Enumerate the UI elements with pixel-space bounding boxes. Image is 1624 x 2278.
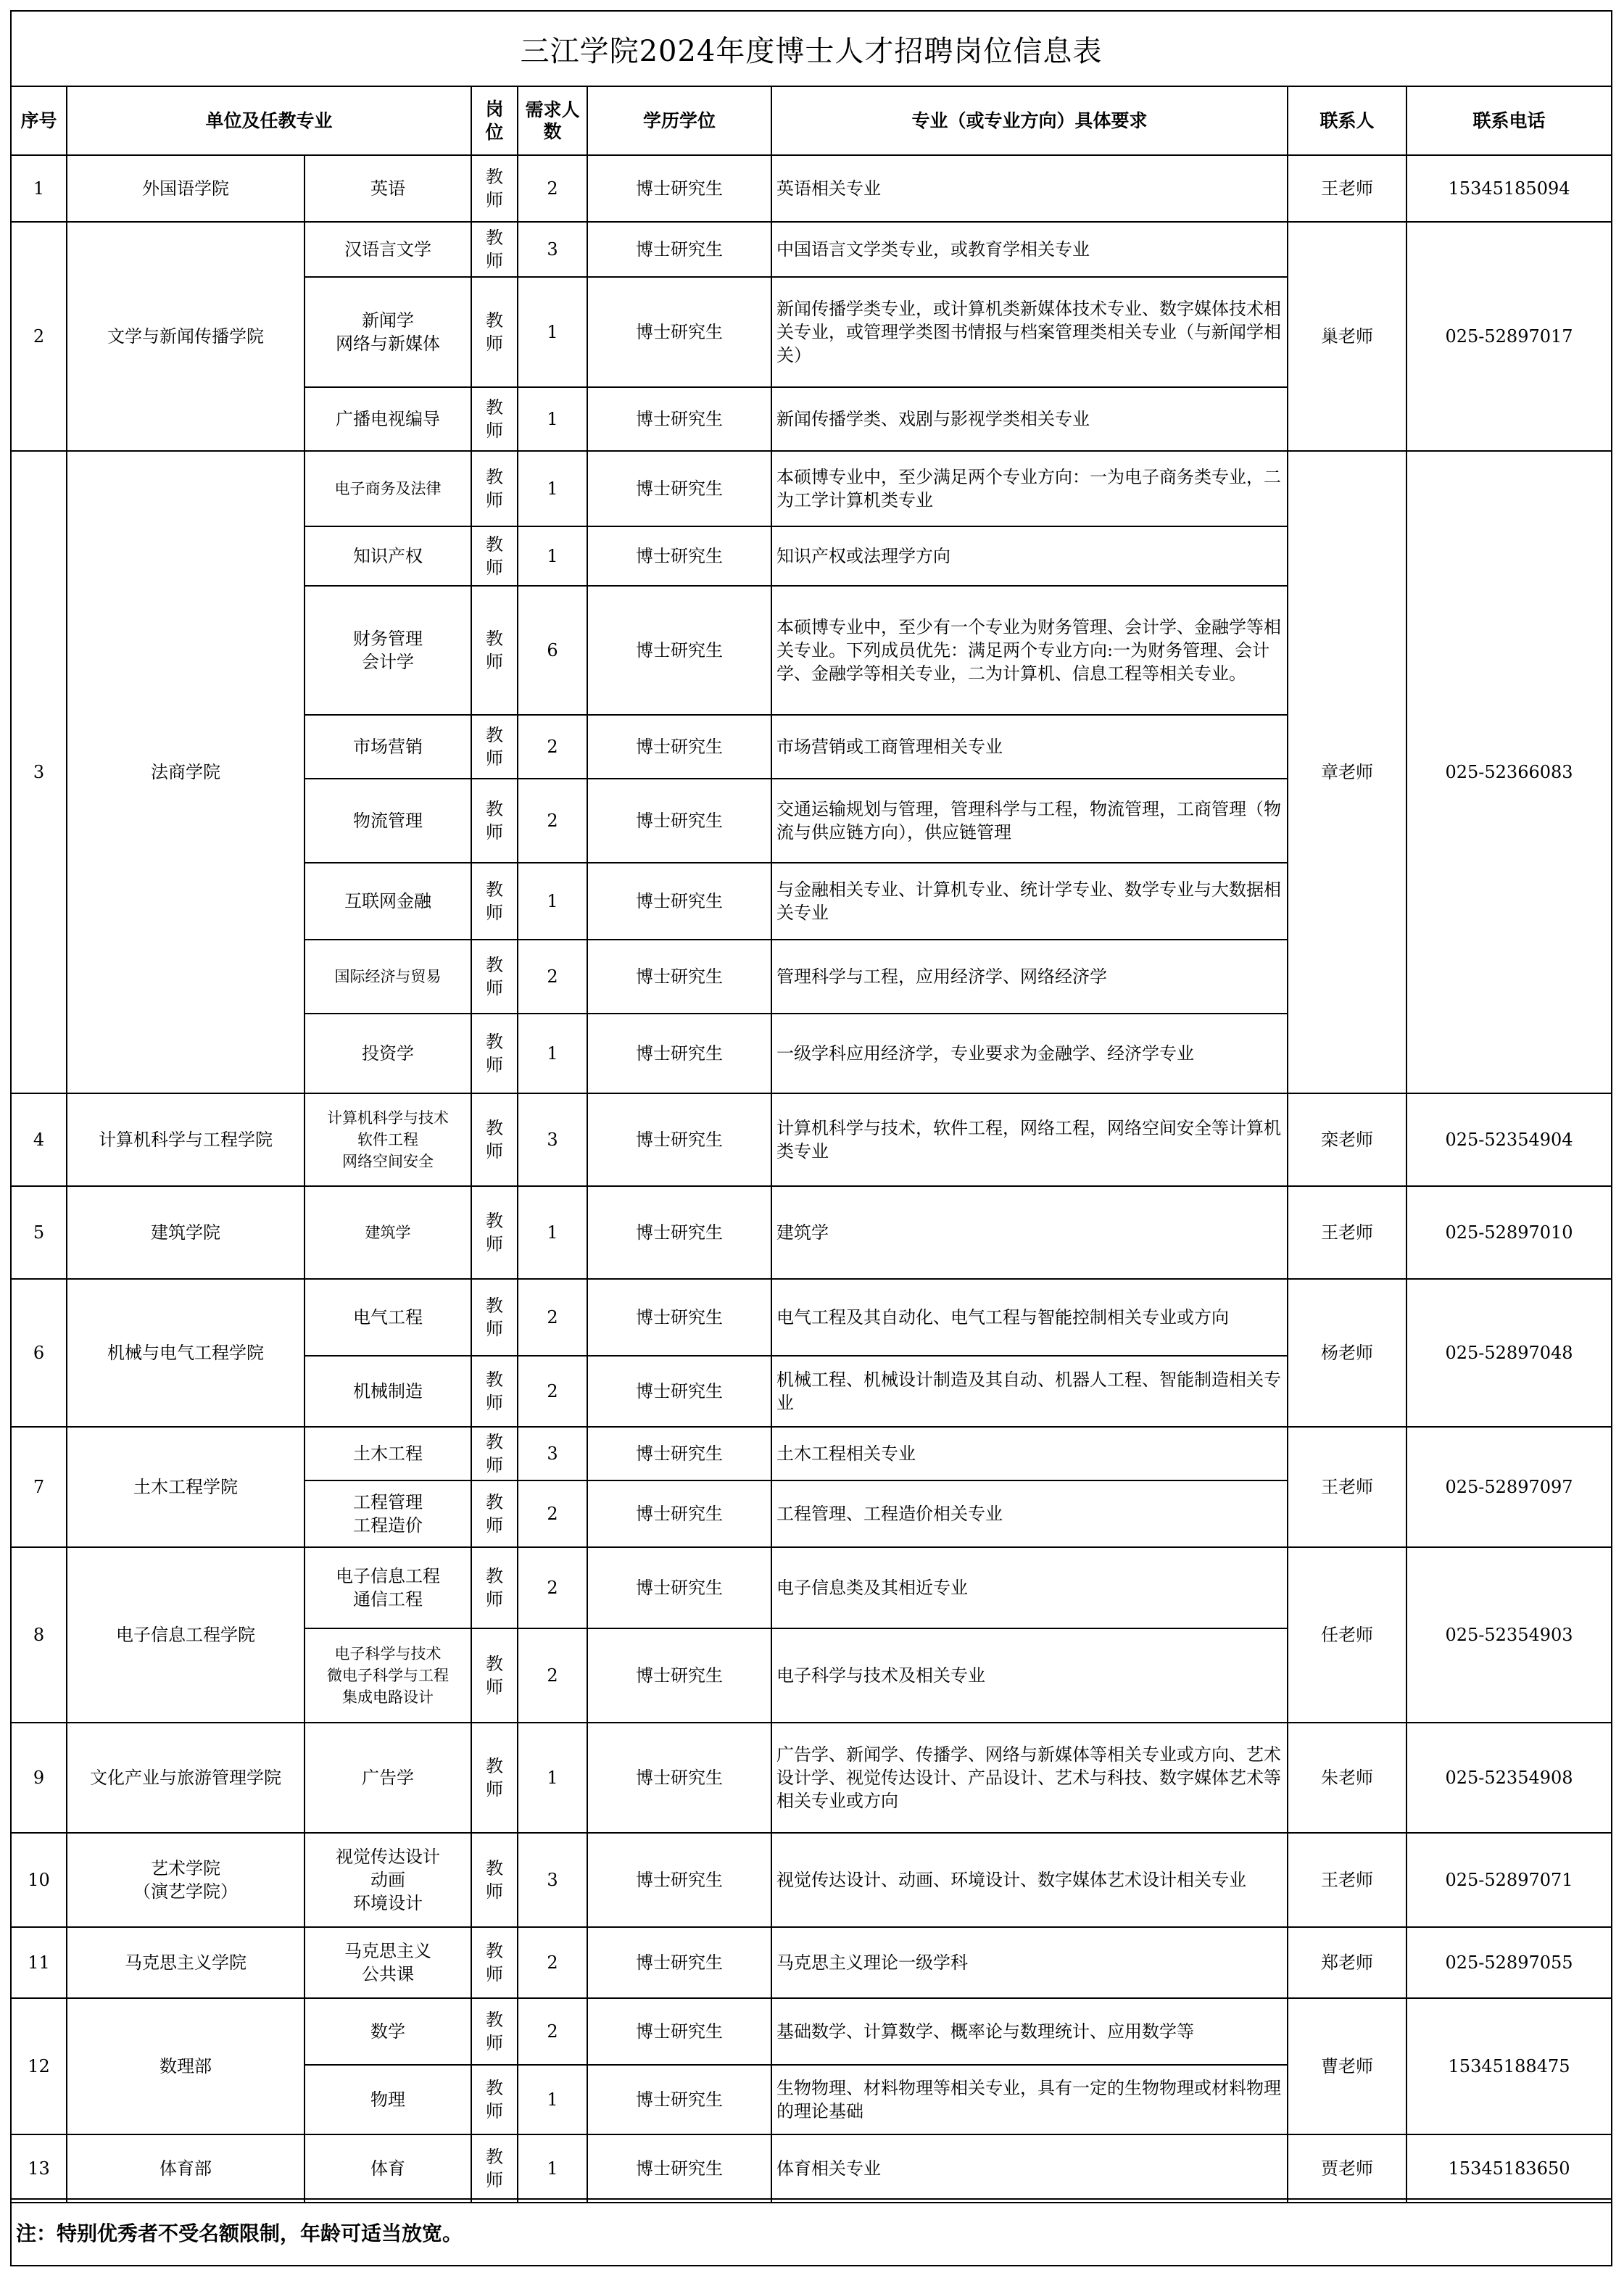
degree-requirement: 博士研究生	[587, 1927, 771, 1998]
post-type: 教师	[471, 1547, 518, 1628]
table-row	[12, 1833, 1611, 1927]
major-requirements: 计算机科学与技术，软件工程，网络工程，网络空间安全等计算机类专业	[771, 1093, 1288, 1186]
major-name: 马克思主义 公共课	[304, 1927, 471, 1998]
unit-name: 马克思主义学院	[67, 1927, 304, 1998]
header-row	[12, 87, 1611, 155]
post-type: 教师	[471, 222, 518, 277]
degree-requirement: 博士研究生	[587, 940, 771, 1014]
major-requirements: 电子科学与技术及相关专业	[771, 1628, 1288, 1723]
table-row	[12, 1547, 1611, 1628]
contact-phone: 025-52897055	[1406, 1927, 1611, 1998]
major-name: 投资学	[304, 1014, 471, 1093]
major-requirements: 交通运输规划与管理，管理科学与工程，物流管理，工商管理（物流与供应链方向），供应链管理	[771, 779, 1288, 863]
degree-requirement: 博士研究生	[587, 2134, 771, 2203]
major-name: 汉语言文学	[304, 222, 471, 277]
degree-requirement: 博士研究生	[587, 387, 771, 451]
contact-phone: 025-52354903	[1406, 1547, 1611, 1723]
major-requirements: 生物物理、材料物理等相关专业，具有一定的生物物理或材料物理的理论基础	[771, 2065, 1288, 2134]
contact-phone: 025-52354908	[1406, 1723, 1611, 1833]
row-number: 1	[12, 155, 67, 222]
major-requirements: 电气工程及其自动化、电气工程与智能控制相关专业或方向	[771, 1279, 1288, 1356]
major-requirements: 基础数学、计算数学、概率论与数理统计、应用数学等	[771, 1998, 1288, 2065]
headcount: 2	[518, 715, 587, 779]
headcount: 2	[518, 1279, 587, 1356]
major-requirements: 体育相关专业	[771, 2134, 1288, 2203]
degree-requirement: 博士研究生	[587, 1998, 771, 2065]
contact-phone: 15345183650	[1406, 2134, 1611, 2203]
degree-requirement: 博士研究生	[587, 1356, 771, 1427]
major-requirements: 土木工程相关专业	[771, 1427, 1288, 1480]
table-row	[12, 1723, 1611, 1833]
post-type: 教师	[471, 2134, 518, 2203]
major-name: 体育	[304, 2134, 471, 2203]
major-name: 市场营销	[304, 715, 471, 779]
recruitment-table	[12, 87, 1611, 2203]
recruitment-sheet	[10, 10, 1612, 2266]
post-type: 教师	[471, 1093, 518, 1186]
post-type: 教师	[471, 1998, 518, 2065]
headcount: 1	[518, 277, 587, 387]
unit-name: 法商学院	[67, 451, 304, 1093]
col-header-count: 需求人数	[518, 87, 587, 155]
footnote: 注：特别优秀者不受名额限制，年龄可适当放宽。	[12, 2198, 1611, 2265]
contact-person: 任老师	[1288, 1547, 1406, 1723]
major-requirements: 本硕博专业中，至少有一个专业为财务管理、会计学、金融学等相关专业。下列成员优先：满足两个专业方向:一为财务管理、会计学、金融学等相关专业，二为计算机、信息工程等相关专业。	[771, 586, 1288, 715]
degree-requirement: 博士研究生	[587, 155, 771, 222]
col-header-degree: 学历学位	[587, 87, 771, 155]
row-number: 6	[12, 1279, 67, 1427]
unit-name: 外国语学院	[67, 155, 304, 222]
major-name: 工程管理 工程造价	[304, 1480, 471, 1547]
post-type: 教师	[471, 387, 518, 451]
degree-requirement: 博士研究生	[587, 1723, 771, 1833]
headcount: 2	[518, 1927, 587, 1998]
post-type: 教师	[471, 586, 518, 715]
headcount: 1	[518, 1723, 587, 1833]
post-type: 教师	[471, 1186, 518, 1279]
row-number: 5	[12, 1186, 67, 1279]
unit-name: 文化产业与旅游管理学院	[67, 1723, 304, 1833]
degree-requirement: 博士研究生	[587, 1014, 771, 1093]
degree-requirement: 博士研究生	[587, 863, 771, 940]
major-requirements: 电子信息类及其相近专业	[771, 1547, 1288, 1628]
degree-requirement: 博士研究生	[587, 779, 771, 863]
major-requirements: 工程管理、工程造价相关专业	[771, 1480, 1288, 1547]
contact-person: 王老师	[1288, 155, 1406, 222]
contact-phone: 025-52366083	[1406, 451, 1611, 1093]
headcount: 2	[518, 1547, 587, 1628]
major-requirements: 机械工程、机械设计制造及其自动、机器人工程、智能制造相关专业	[771, 1356, 1288, 1427]
degree-requirement: 博士研究生	[587, 1547, 771, 1628]
post-type: 教师	[471, 863, 518, 940]
post-type: 教师	[471, 1927, 518, 1998]
headcount: 1	[518, 1186, 587, 1279]
headcount: 1	[518, 2134, 587, 2203]
table-row	[12, 1093, 1611, 1186]
major-name: 财务管理 会计学	[304, 586, 471, 715]
headcount: 2	[518, 1628, 587, 1723]
contact-phone: 025-52354904	[1406, 1093, 1611, 1186]
major-name: 数学	[304, 1998, 471, 2065]
headcount: 2	[518, 779, 587, 863]
headcount: 1	[518, 526, 587, 586]
contact-person: 曹老师	[1288, 1998, 1406, 2134]
unit-name: 体育部	[67, 2134, 304, 2203]
row-number: 2	[12, 222, 67, 451]
row-number: 4	[12, 1093, 67, 1186]
post-type: 教师	[471, 1833, 518, 1927]
row-number: 10	[12, 1833, 67, 1927]
degree-requirement: 博士研究生	[587, 586, 771, 715]
col-header-no: 序号	[12, 87, 67, 155]
table-row	[12, 1427, 1611, 1480]
degree-requirement: 博士研究生	[587, 1833, 771, 1927]
unit-name: 文学与新闻传播学院	[67, 222, 304, 451]
major-requirements: 英语相关专业	[771, 155, 1288, 222]
table-row	[12, 451, 1611, 526]
headcount: 1	[518, 863, 587, 940]
unit-name: 艺术学院 （演艺学院）	[67, 1833, 304, 1927]
major-name: 物流管理	[304, 779, 471, 863]
headcount: 1	[518, 387, 587, 451]
headcount: 2	[518, 1998, 587, 2065]
post-type: 教师	[471, 1480, 518, 1547]
post-type: 教师	[471, 779, 518, 863]
post-type: 教师	[471, 277, 518, 387]
table-row	[12, 1927, 1611, 1998]
contact-phone: 15345188475	[1406, 1998, 1611, 2134]
degree-requirement: 博士研究生	[587, 451, 771, 526]
contact-person: 章老师	[1288, 451, 1406, 1093]
major-name: 国际经济与贸易	[304, 940, 471, 1014]
col-header-phone: 联系电话	[1406, 87, 1611, 155]
degree-requirement: 博士研究生	[587, 222, 771, 277]
degree-requirement: 博士研究生	[587, 2065, 771, 2134]
contact-person: 栾老师	[1288, 1093, 1406, 1186]
degree-requirement: 博士研究生	[587, 1186, 771, 1279]
unit-name: 建筑学院	[67, 1186, 304, 1279]
contact-person: 郑老师	[1288, 1927, 1406, 1998]
post-type: 教师	[471, 940, 518, 1014]
major-name: 建筑学	[304, 1186, 471, 1279]
degree-requirement: 博士研究生	[587, 526, 771, 586]
major-requirements: 广告学、新闻学、传播学、网络与新媒体等相关专业或方向、艺术设计学、视觉传达设计、产品设计、艺术与科技、数字媒体艺术等相关专业或方向	[771, 1723, 1288, 1833]
major-requirements: 与金融相关专业、计算机专业、统计学专业、数学专业与大数据相关专业	[771, 863, 1288, 940]
contact-phone: 15345185094	[1406, 155, 1611, 222]
row-number: 8	[12, 1547, 67, 1723]
post-type: 教师	[471, 451, 518, 526]
headcount: 1	[518, 2065, 587, 2134]
degree-requirement: 博士研究生	[587, 1480, 771, 1547]
table-row	[12, 222, 1611, 277]
major-requirements: 中国语言文学类专业，或教育学相关专业	[771, 222, 1288, 277]
unit-name: 计算机科学与工程学院	[67, 1093, 304, 1186]
col-header-post: 岗位	[471, 87, 518, 155]
table-row	[12, 155, 1611, 222]
degree-requirement: 博士研究生	[587, 715, 771, 779]
post-type: 教师	[471, 2065, 518, 2134]
headcount: 6	[518, 586, 587, 715]
unit-name: 机械与电气工程学院	[67, 1279, 304, 1427]
major-name: 电气工程	[304, 1279, 471, 1356]
major-name: 电子商务及法律	[304, 451, 471, 526]
table-row	[12, 1279, 1611, 1356]
major-requirements: 管理科学与工程，应用经济学、网络经济学	[771, 940, 1288, 1014]
headcount: 2	[518, 1356, 587, 1427]
contact-person: 王老师	[1288, 1833, 1406, 1927]
row-number: 7	[12, 1427, 67, 1547]
row-number: 12	[12, 1998, 67, 2134]
major-name: 互联网金融	[304, 863, 471, 940]
post-type: 教师	[471, 1014, 518, 1093]
table-row	[12, 1998, 1611, 2065]
contact-person: 王老师	[1288, 1186, 1406, 1279]
contact-phone: 025-52897048	[1406, 1279, 1611, 1427]
headcount: 1	[518, 451, 587, 526]
headcount: 2	[518, 940, 587, 1014]
row-number: 13	[12, 2134, 67, 2203]
contact-phone: 025-52897097	[1406, 1427, 1611, 1547]
major-requirements: 新闻传播学类、戏剧与影视学类相关专业	[771, 387, 1288, 451]
table-row	[12, 1186, 1611, 1279]
post-type: 教师	[471, 1356, 518, 1427]
major-requirements: 新闻传播学类专业，或计算机类新媒体技术专业、数字媒体技术相关专业，或管理学类图书情报与档案管理类相关专业（与新闻学相关）	[771, 277, 1288, 387]
contact-phone: 025-52897010	[1406, 1186, 1611, 1279]
contact-person: 朱老师	[1288, 1723, 1406, 1833]
major-name: 新闻学 网络与新媒体	[304, 277, 471, 387]
major-requirements: 市场营销或工商管理相关专业	[771, 715, 1288, 779]
row-number: 3	[12, 451, 67, 1093]
major-name: 视觉传达设计 动画 环境设计	[304, 1833, 471, 1927]
degree-requirement: 博士研究生	[587, 1279, 771, 1356]
major-requirements: 马克思主义理论一级学科	[771, 1927, 1288, 1998]
post-type: 教师	[471, 1427, 518, 1480]
col-header-unit: 单位及任教专业	[67, 87, 471, 155]
unit-name: 土木工程学院	[67, 1427, 304, 1547]
headcount: 3	[518, 222, 587, 277]
row-number: 11	[12, 1927, 67, 1998]
major-name: 机械制造	[304, 1356, 471, 1427]
major-name: 电子信息工程 通信工程	[304, 1547, 471, 1628]
post-type: 教师	[471, 1279, 518, 1356]
contact-person: 巢老师	[1288, 222, 1406, 451]
col-header-contact: 联系人	[1288, 87, 1406, 155]
post-type: 教师	[471, 1723, 518, 1833]
headcount: 2	[518, 155, 587, 222]
post-type: 教师	[471, 155, 518, 222]
post-type: 教师	[471, 526, 518, 586]
major-name: 土木工程	[304, 1427, 471, 1480]
major-name: 广播电视编导	[304, 387, 471, 451]
headcount: 1	[518, 1014, 587, 1093]
major-name: 广告学	[304, 1723, 471, 1833]
table-row	[12, 2134, 1611, 2203]
unit-name: 数理部	[67, 1998, 304, 2134]
degree-requirement: 博士研究生	[587, 1628, 771, 1723]
col-header-requirements: 专业（或专业方向）具体要求	[771, 87, 1288, 155]
post-type: 教师	[471, 715, 518, 779]
contact-person: 贾老师	[1288, 2134, 1406, 2203]
headcount: 3	[518, 1093, 587, 1186]
row-number: 9	[12, 1723, 67, 1833]
major-name: 物理	[304, 2065, 471, 2134]
headcount: 3	[518, 1427, 587, 1480]
degree-requirement: 博士研究生	[587, 277, 771, 387]
contact-phone: 025-52897071	[1406, 1833, 1611, 1927]
contact-person: 王老师	[1288, 1427, 1406, 1547]
page-title: 三江学院2024年度博士人才招聘岗位信息表	[12, 12, 1611, 87]
contact-person: 杨老师	[1288, 1279, 1406, 1427]
unit-name: 电子信息工程学院	[67, 1547, 304, 1723]
major-name: 计算机科学与技术 软件工程 网络空间安全	[304, 1093, 471, 1186]
major-name: 英语	[304, 155, 471, 222]
major-requirements: 本硕博专业中，至少满足两个专业方向：一为电子商务类专业，二为工学计算机类专业	[771, 451, 1288, 526]
degree-requirement: 博士研究生	[587, 1427, 771, 1480]
major-name: 知识产权	[304, 526, 471, 586]
major-requirements: 视觉传达设计、动画、环境设计、数字媒体艺术设计相关专业	[771, 1833, 1288, 1927]
major-requirements: 一级学科应用经济学，专业要求为金融学、经济学专业	[771, 1014, 1288, 1093]
headcount: 2	[518, 1480, 587, 1547]
headcount: 3	[518, 1833, 587, 1927]
contact-phone: 025-52897017	[1406, 222, 1611, 451]
major-requirements: 建筑学	[771, 1186, 1288, 1279]
post-type: 教师	[471, 1628, 518, 1723]
major-name: 电子科学与技术 微电子科学与工程 集成电路设计	[304, 1628, 471, 1723]
major-requirements: 知识产权或法理学方向	[771, 526, 1288, 586]
degree-requirement: 博士研究生	[587, 1093, 771, 1186]
